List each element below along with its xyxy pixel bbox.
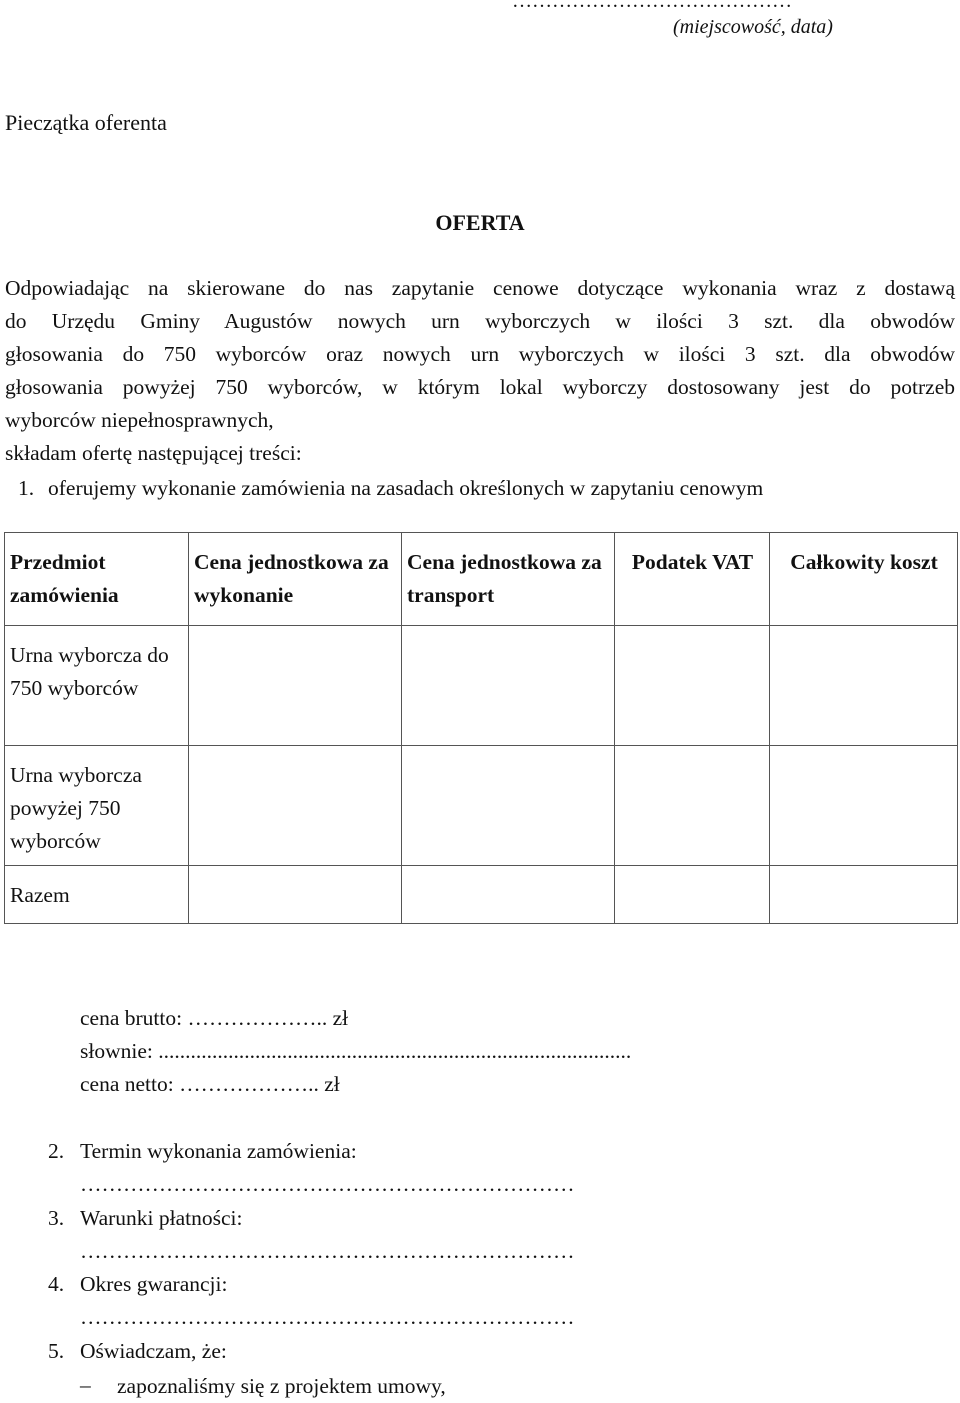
table-cell-empty (402, 626, 615, 746)
net-price-line: cena netto: ……………….. zł (80, 1072, 340, 1096)
item-4-blank-line: …………………………………………………………… (80, 1305, 575, 1329)
table-cell-empty (402, 746, 615, 866)
item-3-number: 3. (48, 1206, 65, 1230)
intro-line-4: głosowania powyżej 750 wyborców, w którym lokal wyborczy dostosowany jest do potrzeb (5, 375, 955, 399)
header-unit-price-work: Cena jednostkowa za wykonanie (189, 533, 402, 626)
item-2-text: Termin wykonania zamówienia: (80, 1139, 357, 1163)
bidder-stamp-label: Pieczątka oferenta (5, 110, 167, 135)
table-cell-empty (770, 626, 958, 746)
table-header-row (5, 533, 958, 626)
gross-price-line: cena brutto: ……………….. zł (80, 1006, 349, 1030)
price-in-words-line: słownie: ........................................................................................ (80, 1039, 632, 1063)
header-unit-price-transport: Cena jednostkowa za transport (402, 533, 615, 626)
offer-table (4, 532, 958, 924)
row-label: Razem (5, 866, 189, 924)
row-label: Urna wyborcza do 750 wyborców (5, 626, 189, 746)
dash-bullet: – (80, 1373, 91, 1397)
document-title: OFERTA (435, 210, 525, 235)
header-total-cost: Całkowity koszt (770, 533, 958, 626)
table-cell-empty (615, 626, 770, 746)
item-3-text: Warunki płatności: (80, 1206, 243, 1230)
header-item: Przedmiot zamówienia (5, 533, 189, 626)
item-3-blank-line: …………………………………………………………… (80, 1239, 575, 1263)
table-cell-empty (189, 626, 402, 746)
intro-line-2: do Urzędu Gminy Augustów nowych urn wyborczych w ilości 3 szt. dla obwodów (5, 309, 955, 333)
date-dotted-line: …………………………………… (512, 0, 792, 12)
intro-line-6: składam ofertę następującej treści: (5, 441, 302, 465)
item-2-blank-line: …………………………………………………………… (80, 1172, 575, 1196)
item-4-number: 4. (48, 1272, 65, 1296)
table-cell-empty (402, 866, 615, 924)
table-row (5, 626, 958, 746)
item-2-number: 2. (48, 1139, 65, 1163)
item-5-number: 5. (48, 1339, 65, 1363)
intro-line-5: wyborców niepełnosprawnych, (5, 408, 274, 432)
table-cell-empty (615, 866, 770, 924)
item-4-text: Okres gwarancji: (80, 1272, 228, 1296)
header-vat: Podatek VAT (615, 533, 770, 626)
table-row (5, 746, 958, 866)
item-1-number: 1. (18, 476, 35, 500)
table-cell-empty (189, 746, 402, 866)
place-date-caption: (miejscowość, data) (673, 16, 833, 38)
table-cell-empty (770, 866, 958, 924)
row-label: Urna wyborcza powyżej 750 wyborców (5, 746, 189, 866)
table-cell-empty (770, 746, 958, 866)
statement-contract-reviewed: zapoznaliśmy się z projektem umowy, (117, 1374, 446, 1398)
table-cell-empty (615, 746, 770, 866)
item-5-text: Oświadczam, że: (80, 1339, 227, 1363)
table-row-total (5, 866, 958, 924)
intro-line-3: głosowania do 750 wyborców oraz nowych urn wyborczych w ilości 3 szt. dla obwodów (5, 342, 955, 366)
item-1-text: oferujemy wykonanie zamówienia na zasadach określonych w zapytaniu cenowym (48, 476, 764, 500)
table-cell-empty (189, 866, 402, 924)
intro-line-1: Odpowiadając na skierowane do nas zapytanie cenowe dotyczące wykonania wraz z dostawą (5, 276, 955, 300)
